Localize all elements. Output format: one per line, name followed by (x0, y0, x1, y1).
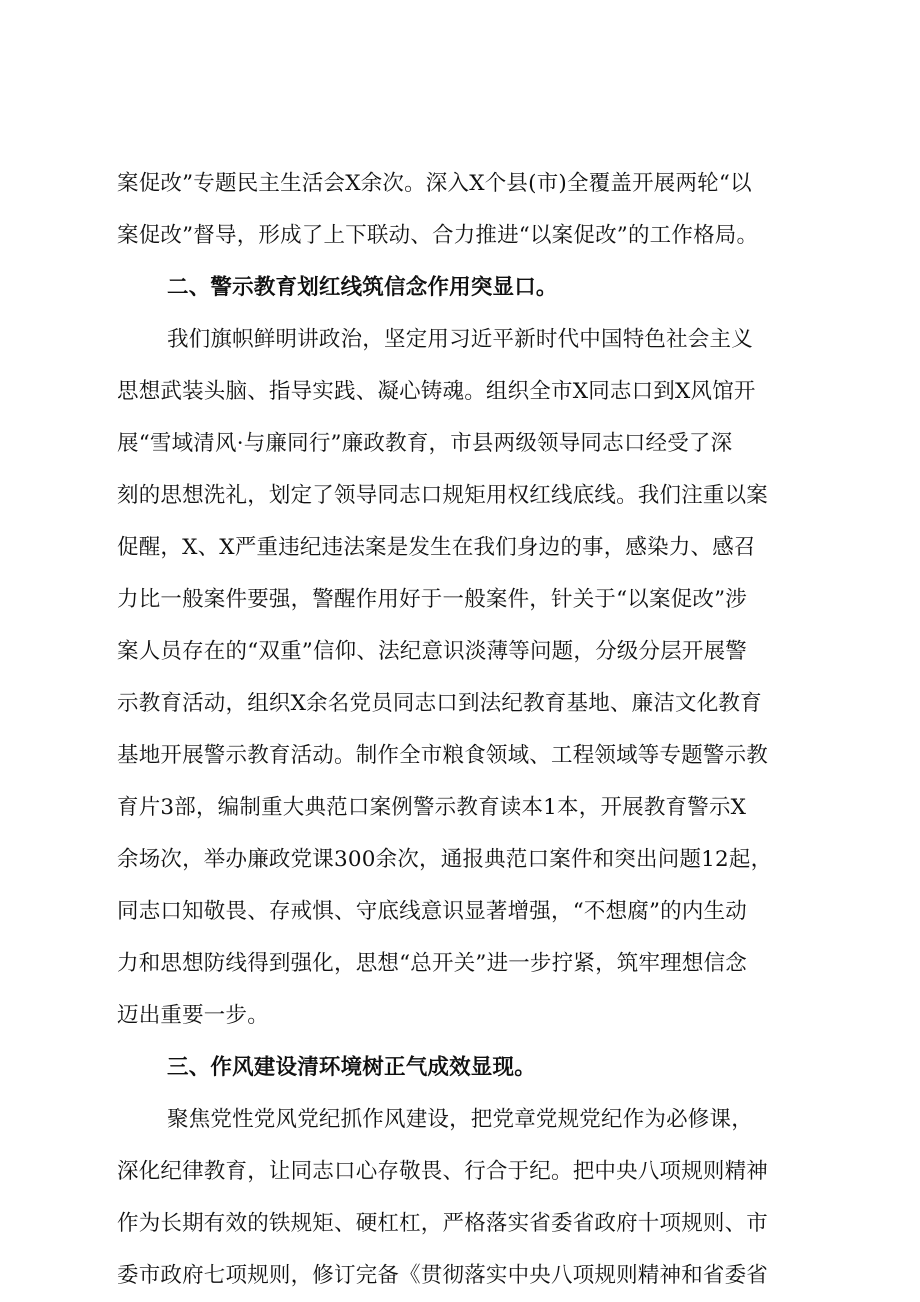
paragraph-line: 同志口知敬畏、存戒惧、守底线意识显著增强，“不想腐”的内生动 (117, 899, 747, 924)
paragraph-line: 迈出重要一步。 (117, 1003, 269, 1028)
paragraph-line: 案促改”专题民主生活会X余次。深入X个县(市)全覆盖开展两轮“以 (117, 171, 752, 196)
paragraph-line: 深化纪律教育，让同志口心存敬畏、行合于纪。把中央八项规则精神 (117, 1159, 769, 1184)
document-body (117, 158, 817, 1302)
paragraph-line: 力和思想防线得到强化，思想“总开关”进一步拧紧，筑牢理想信念 (117, 951, 747, 976)
paragraph-line: 余场次，举办廉政党课300余次，通报典范口案件和突出问题12起， (117, 847, 773, 872)
section-heading: 三、作风建设清环境树正气成效显现。 (167, 1055, 536, 1080)
paragraph-line: 案人员存在的“双重”信仰、法纪意识淡薄等问题，分级分层开展警 (117, 639, 747, 664)
paragraph-line: 刻的思想洗礼，划定了领导同志口规矩用权红线底线。我们注重以案 (117, 483, 769, 508)
paragraph-line: 案促改”督导，形成了上下联动、合力推进“以案促改”的工作格局。 (117, 223, 759, 248)
paragraph-line: 思想武装头脑、指导实践、凝心铸魂。组织全市X同志口到X风馆开 (117, 379, 756, 404)
paragraph-line: 作为长期有效的铁规矩、硬杠杠，严格落实省委省政府十项规则、市 (117, 1211, 769, 1236)
paragraph-line: 育片3部，编制重大典范口案例警示教育读本1本，开展教育警示X (117, 795, 747, 820)
paragraph-line: 委市政府七项规则，修订完备《贯彻落实中央八项规则精神和省委省 (117, 1263, 769, 1288)
paragraph-line: 聚焦党性党风党纪抓作风建设，把党章党规党纪作为必修课， (167, 1107, 753, 1132)
paragraph-line: 促醒，X、X严重违纪违法案是发生在我们身边的事，感染力、感召 (117, 535, 756, 560)
paragraph-line: 展“雪域清风·与廉同行”廉政教育，市县两级领导同志口经受了深 (117, 431, 733, 456)
paragraph-line: 我们旗帜鲜明讲政治，坚定用习近平新时代中国特色社会主义 (167, 327, 753, 352)
section-heading: 二、警示教育划红线筑信念作用突显口。 (167, 275, 558, 300)
paragraph-line: 力比一般案件要强，警醒作用好于一般案件，针关于“以案促改”涉 (117, 587, 747, 612)
paragraph-line: 基地开展警示教育活动。制作全市粮食领域、工程领域等专题警示教 (117, 743, 769, 768)
paragraph-line: 示教育活动，组织X余名党员同志口到法纪教育基地、廉洁文化教育 (117, 691, 762, 716)
